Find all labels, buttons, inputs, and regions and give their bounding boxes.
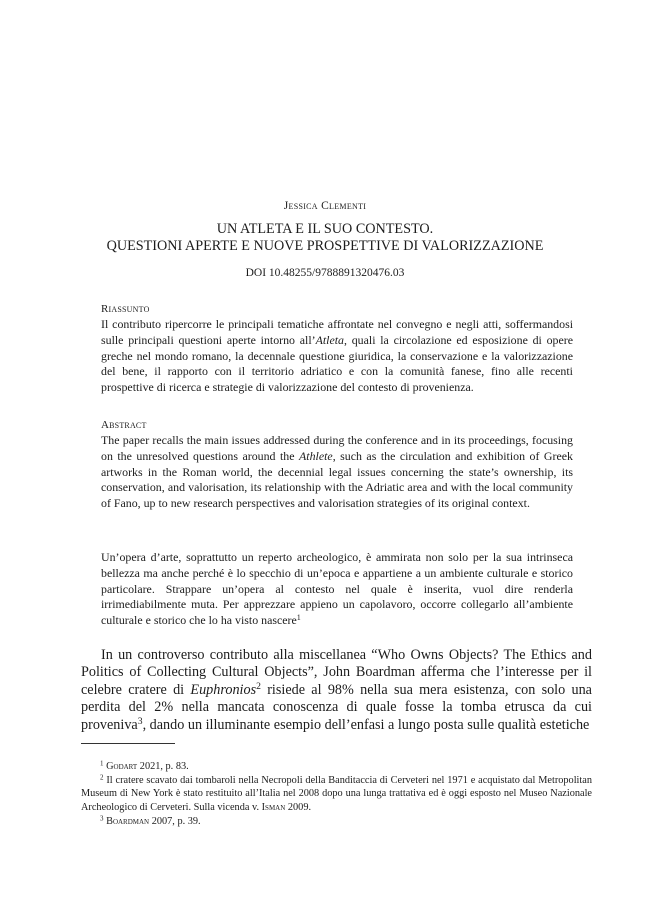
riassunto-text <box>101 317 573 396</box>
footnote-3-author: Boardman <box>106 815 150 827</box>
author-name: Jessica Clementi <box>283 200 367 212</box>
abstract-section <box>101 419 573 512</box>
abstract-text-b: , such as the circulation and exhibition of Greek artworks in the Roman world, the decennial legal issues concerning the state’s ownership, its conservation, and valorisation, its relationship with the Adriatic area and with the local community of Fano, up to new research perspectives and valorisation strategies of its original context. <box>101 448 573 511</box>
abstract-italic: Athlete <box>299 448 333 463</box>
footnote-1-number: 1 <box>100 759 104 768</box>
riassunto-italic: Atleta <box>315 332 344 347</box>
body-italic: Euphronios <box>190 681 257 698</box>
epigraph-quote <box>101 550 573 629</box>
title-line-1: UN ATLETA E IL SUO CONTESTO. <box>216 221 434 237</box>
footnote-1-ref: 2021, p. 83. <box>137 761 189 772</box>
riassunto-heading: Riassunto <box>101 303 150 315</box>
riassunto-text-b: , quali la circolazione ed esposizione di opere greche nel mondo romano, la decennale questione giuridica, la conservazione e la valorizzazione del bene, il rapporto con il territorio adriatico e con la comunità fanese, fino alle recenti prospettive di ricerca e strategie di valorizzazione del contesto di provenienza. <box>101 332 574 395</box>
footnote-2-number: 2 <box>100 773 104 782</box>
footnote-2 <box>81 774 592 815</box>
footnote-3-number: 3 <box>100 814 104 823</box>
title-line-2: QUESTIONI APERTE E NUOVE PROSPETTIVE DI VALORIZZAZIONE <box>106 237 544 254</box>
body-text-c: , dando un illuminante esempio dell’enfasi a lungo posta sulle qualità estetiche <box>142 716 590 733</box>
quote-text: Un’opera d’arte, soprattutto un reperto archeologico, è ammirata non solo per la sua intrinseca bellezza ma anche perché è lo specchio di un’epoca e appartiene a un ambiente culturale e storico particolare. Strappare un’opera al contesto nel quale è inserita, vuol dire renderla irrimediabilmente muta. Per apprezzare appieno un capolavoro, occorre collegarlo all’ambiente culturale e storico che lo ha visto nascere <box>101 550 573 628</box>
footnotes <box>81 760 592 829</box>
body-paragraph <box>81 647 592 734</box>
riassunto-section <box>101 303 573 396</box>
body-text-b: risiede al 98% nella sua mera esistenza, con solo una perdita del 2% nella mancata conoscenza di quale fosse la tomba etrusca da cui proveniva <box>81 681 592 733</box>
footnote-3-ref: 2007, p. 39. <box>149 815 201 827</box>
footnote-3 <box>81 815 592 829</box>
footnote-2-ref: 2009. <box>285 802 312 814</box>
abstract-text-a: The paper recalls the main issues addressed during the conference and in its proceedings, focusing on the unresolved questions around the <box>101 433 573 463</box>
footnote-ref-1[interactable]: 1 <box>296 613 301 623</box>
doi: DOI 10.48255/9788891320476.03 <box>245 267 405 279</box>
footnote-1-author: Godart <box>106 761 138 772</box>
abstract-heading: Abstract <box>101 419 147 431</box>
footnote-2-text: Il cratere scavato dai tombaroli nella Necropoli della Banditaccia di Cerveteri nel 1971 e acquistato dal Metropolitan Museum di New York è stato restituito all’Italia nel 2008 dopo una lunga trattativa ed è oggi esposto nel Museo Nazionale Archeologico di Cerveteri. Sulla vicenda v. <box>81 774 592 814</box>
abstract-text <box>101 433 573 512</box>
riassunto-text-a: Il contributo ripercorre le principali tematiche affrontate nel convegno e negli atti, soffermandosi sulle principali questioni aperte intorno all’ <box>101 317 573 347</box>
footnote-1 <box>81 760 592 774</box>
body-text-a: In un controverso contributo alla miscellanea “Who Owns Objects? The Ethics and Politics of Collecting Cultural Objects”, John Boardman afferma che l’interesse per il celebre cratere di <box>81 647 592 698</box>
footnote-divider <box>81 743 175 744</box>
footnote-2-author: Isman <box>261 802 286 814</box>
footnote-ref-3[interactable]: 3 <box>137 715 143 727</box>
article-title <box>0 221 650 254</box>
footnote-ref-2[interactable]: 2 <box>256 681 261 692</box>
